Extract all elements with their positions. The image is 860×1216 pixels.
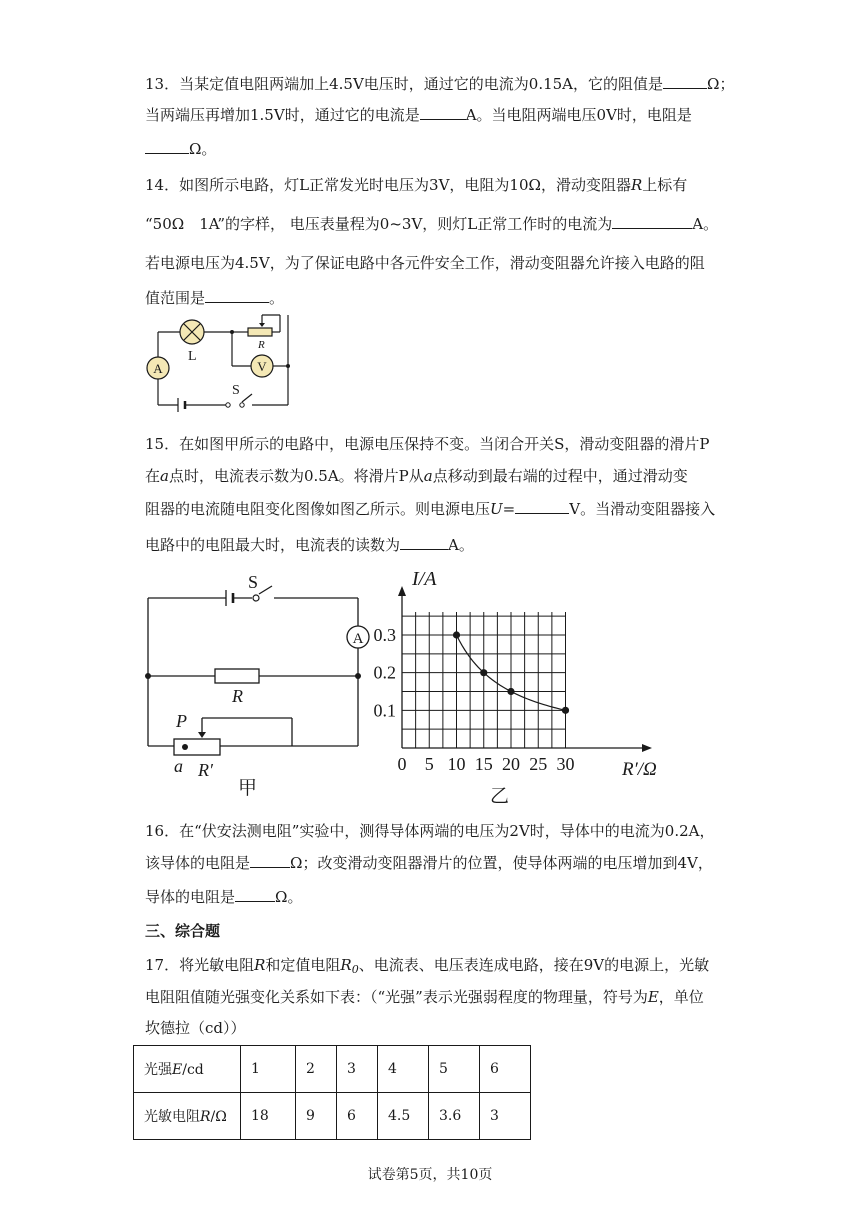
chart-ylabel: I/A: [412, 568, 437, 590]
q14-line2: [145, 214, 718, 234]
q14-text: 14．如图所示电路，灯L正常发光时电压为3V，电阻为10Ω，滑动变阻器: [145, 176, 631, 194]
data-point: [453, 631, 460, 638]
table-cell: 3: [337, 1046, 378, 1093]
x-tick-label: 15: [474, 754, 493, 774]
x-tick-label: 25: [529, 754, 548, 774]
y-axis-arrow-icon: [398, 586, 406, 596]
q13-text: 当两端压再增加1.5V时，通过它的电流是: [145, 106, 420, 124]
y-tick-label: 0.1: [373, 700, 396, 721]
ammeter-label: A: [153, 361, 163, 376]
x-tick-label: 0: [397, 754, 407, 774]
q16-blank-2[interactable]: [235, 887, 275, 902]
q14-line1: [145, 175, 687, 195]
q17-line3: [145, 1018, 246, 1038]
slider-label: P: [176, 711, 187, 731]
q13-unit: Ω。: [189, 140, 217, 158]
q15-blank-2[interactable]: [400, 535, 448, 550]
page-footer: 试卷第5页，共10页: [367, 1167, 493, 1183]
q14-line3: [145, 253, 705, 273]
data-point: [562, 707, 569, 714]
point-a-label: a: [174, 756, 183, 776]
table-row: [134, 1046, 531, 1093]
q15-text: =: [502, 500, 516, 518]
table-cell: 4: [378, 1046, 429, 1093]
chart-grid: [402, 612, 566, 748]
q14-text: 值范围是: [145, 289, 206, 307]
q17-subscript: 0: [351, 963, 359, 976]
table-cell: 5: [429, 1046, 480, 1093]
q14-text: 若电源电压为4.5V，为了保证电路中各元件安全工作，滑动变阻器允许接入电路的阻: [145, 254, 705, 272]
rheostat-label: R′: [198, 760, 213, 780]
table-cell: 6: [480, 1046, 531, 1093]
q16-line2: [145, 853, 713, 873]
q16-text: Ω；改变滑动变阻器滑片的位置，使导体两端的电压增加到4V，: [290, 854, 713, 872]
data-point: [507, 688, 514, 695]
x-tick-label: 5: [424, 754, 434, 774]
x-tick-label: 30: [556, 754, 575, 774]
q13-blank-2[interactable]: [420, 105, 466, 120]
q13-line3: [145, 139, 216, 159]
q13-blank-3[interactable]: [145, 139, 189, 154]
q17-line2: [145, 987, 704, 1007]
q17-text: 17．将光敏电阻: [145, 956, 255, 974]
x-tick-label: 20: [502, 754, 520, 774]
table-row: [134, 1093, 531, 1140]
q14-circuit-diagram: [140, 310, 300, 415]
x-tick-label: 10: [447, 754, 466, 774]
q15-line3: [145, 499, 715, 519]
q15-text: 15．在如图甲所示的电路中，电源电压保持不变。当闭合开关S，滑动变阻器的滑片P: [145, 435, 710, 453]
q14-text: “50Ω 1A”的字样， 电压表量程为0~3V，则灯L正常工作时的电流为: [145, 215, 613, 233]
q16-line1: [145, 821, 715, 841]
q17-line1: [145, 955, 709, 980]
section-heading: 三、综合题: [145, 922, 221, 940]
rheostat-label: R: [258, 339, 265, 351]
q15-text: 在: [145, 467, 161, 485]
q13-text: A。当电阻两端电压0V时，电阻是: [465, 106, 692, 124]
q16-unit: Ω。: [275, 888, 303, 906]
q17-data-table: [133, 1045, 531, 1140]
q13-text: 13．当某定值电阻两端加上4.5V电压时，通过它的电流为0.15A，它的阻值是: [145, 75, 664, 93]
switch-label: S: [232, 383, 240, 398]
q15-circuit-jia: [140, 570, 380, 800]
q15-text: 阻器的电流随电阻变化图像如图乙所示。则电源电压: [145, 500, 491, 518]
q17-symbol-e: E: [647, 988, 659, 1006]
table-cell: 4.5: [378, 1093, 429, 1140]
q15-symbol-a: a: [423, 467, 433, 485]
q15-text: V。当滑动变阻器接入: [569, 500, 716, 518]
table-header-cell: 光敏电阻R/Ω: [134, 1093, 241, 1140]
q17-symbol-r: R: [254, 956, 266, 974]
ammeter-label: A: [352, 631, 364, 647]
q15-line1: [145, 434, 709, 454]
q14-text: 上标有: [642, 176, 688, 194]
q14-blank-2[interactable]: [205, 288, 269, 303]
resistor-label: R: [232, 686, 243, 706]
table-cell: 18: [241, 1093, 296, 1140]
table-cell: 3.6: [429, 1093, 480, 1140]
table-cell: 1: [241, 1046, 296, 1093]
q15-blank-1[interactable]: [515, 499, 569, 514]
q17-text: 、电流表、电压表连成电路，接在9V的电源上，光敏: [358, 956, 710, 974]
q13-line1: [145, 74, 734, 94]
table-cell: 6: [337, 1093, 378, 1140]
lamp-label: L: [188, 349, 197, 364]
table-header-cell: 光强E/cd: [134, 1046, 241, 1093]
q17-text: 和定值电阻: [265, 956, 341, 974]
q14-symbol-r: R: [630, 176, 643, 194]
q15-line4: [145, 535, 474, 555]
table-cell: 3: [480, 1093, 531, 1140]
q15-text: 点移动到最右端的过程中，通过滑动变: [432, 467, 688, 485]
q15-unit: A。: [448, 536, 474, 554]
chart-xlabel: R′/Ω: [622, 759, 657, 780]
q16-blank-1[interactable]: [250, 853, 290, 868]
q16-text: 该导体的电阻是: [145, 854, 251, 872]
q13-line2: [145, 105, 692, 125]
switch-label: S: [248, 572, 259, 592]
figure-caption-jia: 甲: [238, 778, 258, 799]
q13-unit: Ω；: [707, 75, 735, 93]
chart-ticks: [374, 625, 575, 774]
q14-unit: A。: [692, 215, 719, 233]
y-tick-label: 0.2: [373, 662, 396, 683]
q17-symbol-r0: R: [340, 956, 352, 974]
q15-text: 电路中的电阻最大时，电流表的读数为: [145, 536, 401, 554]
q17-text: 电阻阻值随光强变化关系如下表：（“光强”表示光强弱程度的物理量，符号为: [145, 988, 648, 1006]
y-tick-label: 0.3: [373, 625, 396, 645]
q15-chart-yi: [362, 560, 682, 810]
data-point: [480, 669, 487, 676]
figure-caption-yi: 乙: [490, 786, 510, 807]
q15-text: 点时，电流表示数为0.5A。将滑片P从: [168, 467, 424, 485]
q16-line3: [145, 887, 302, 907]
q14-blank-1[interactable]: [612, 214, 692, 229]
q16-text: 导体的电阻是: [145, 888, 236, 906]
q14-text: 。: [269, 289, 285, 307]
q15-symbol-u: U: [490, 500, 503, 518]
q13-blank-1[interactable]: [663, 74, 707, 89]
q17-text: 坎德拉（cd））: [145, 1019, 246, 1037]
q17-text: ，单位: [658, 988, 704, 1006]
voltmeter-label: V: [257, 359, 267, 374]
q15-symbol-a: a: [160, 467, 169, 485]
x-axis-arrow-icon: [642, 744, 652, 752]
q14-line4: [145, 288, 284, 308]
q15-line2: [145, 466, 688, 486]
table-cell: 2: [296, 1046, 337, 1093]
q16-text: 16．在“伏安法测电阻”实验中，测得导体两端的电压为2V时，导体中的电流为0.2A，: [145, 822, 715, 840]
table-cell: 9: [296, 1093, 337, 1140]
